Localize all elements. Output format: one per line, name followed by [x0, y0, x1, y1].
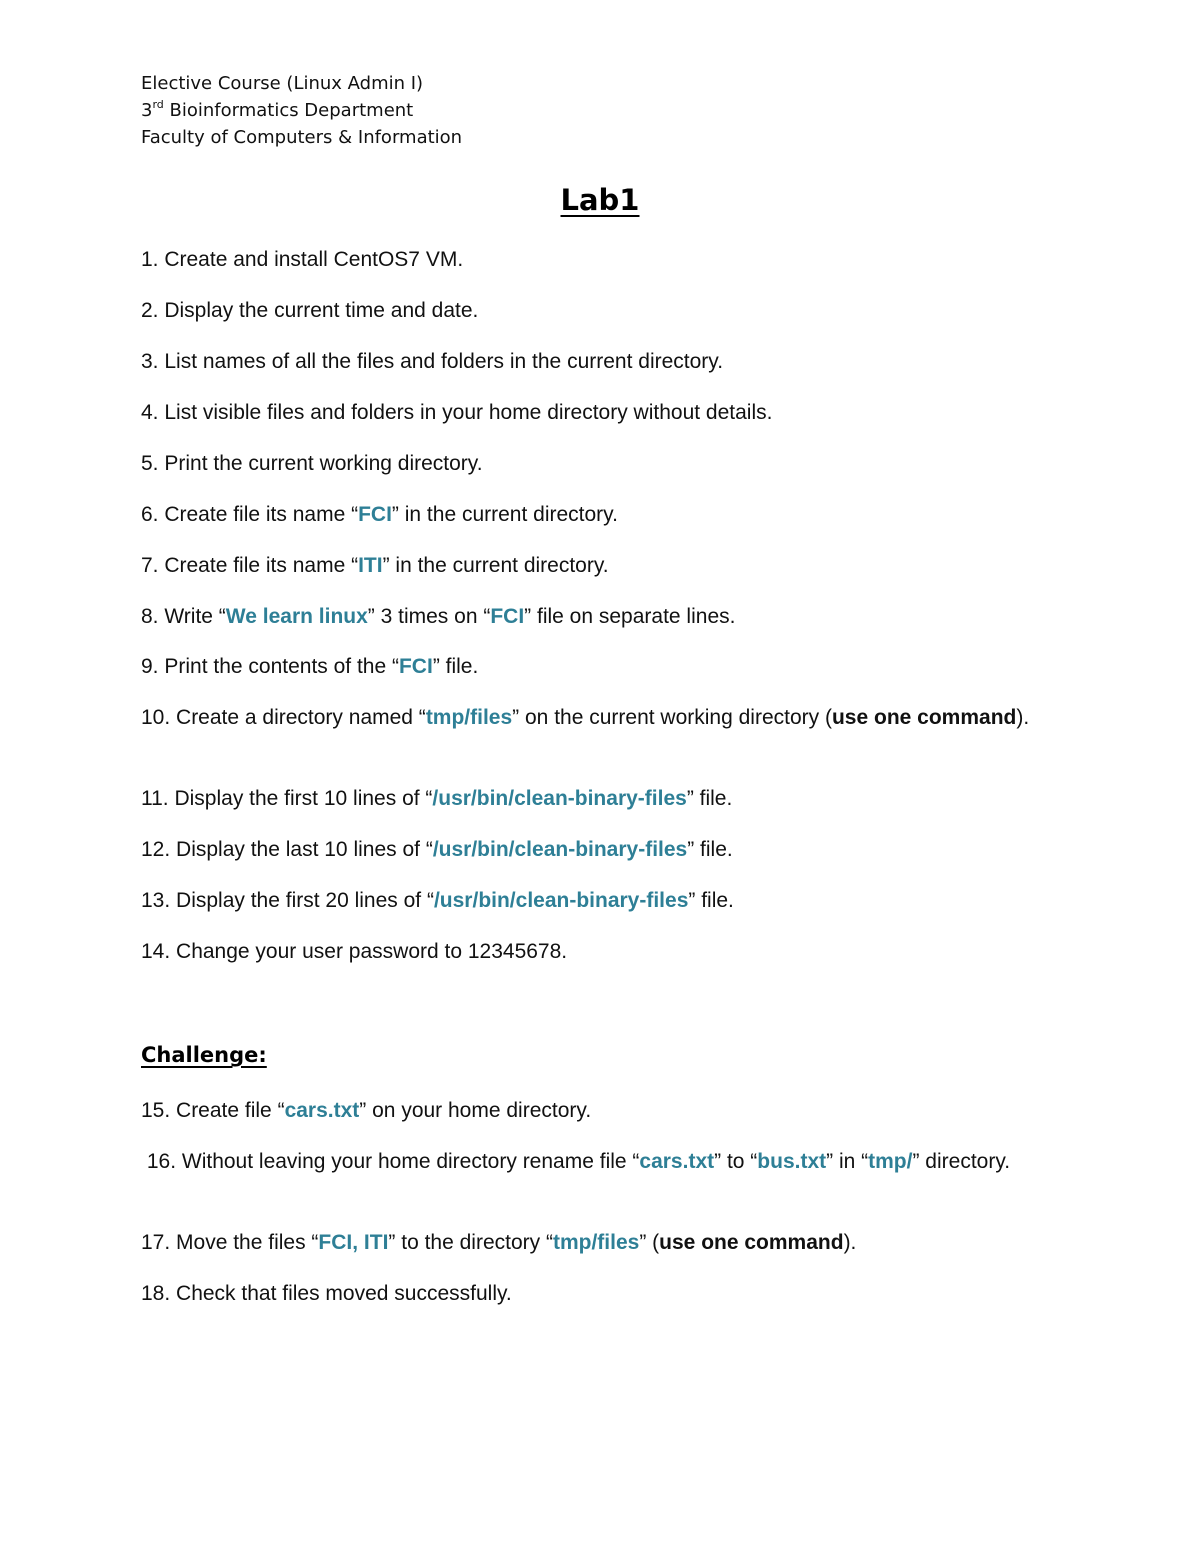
- filename-highlight: cars.txt: [639, 1150, 715, 1173]
- bold-note: use one command: [831, 706, 1017, 729]
- path-highlight: /usr/bin/clean-binary-files: [432, 838, 688, 861]
- task-10: 10. Create a directory named “tmp/files” on the current working directory (use one command).: [141, 706, 1030, 729]
- year-number: 3: [141, 100, 153, 121]
- filename-highlight: bus.txt: [757, 1150, 827, 1173]
- path-highlight: tmp/files: [425, 706, 513, 729]
- department: [141, 97, 462, 124]
- task-11: 11. Display the first 10 lines of “/usr/bin/clean-binary-files” file.: [141, 787, 733, 810]
- path-highlight: /usr/bin/clean-binary-files: [432, 787, 687, 810]
- path-highlight: /usr/bin/clean-binary-files: [433, 889, 689, 912]
- filename-highlight: FCI: [358, 503, 392, 526]
- filename-highlight: ITI: [358, 554, 383, 577]
- task-15: 15. Create file “cars.txt” on your home directory.: [141, 1099, 592, 1122]
- text-highlight: We learn linux: [225, 605, 368, 628]
- path-highlight: tmp/: [868, 1150, 913, 1173]
- task-5: 5. Print the current working directory.: [141, 452, 483, 475]
- faculty: Faculty of Computers & Information: [141, 127, 463, 148]
- task-12: 12. Display the last 10 lines of “/usr/bin/clean-binary-files” file.: [141, 838, 733, 861]
- filename-highlight: FCI: [490, 605, 525, 628]
- filename-highlight: FCI, ITI: [318, 1231, 389, 1254]
- task-3: 3. List names of all the files and folders in the current directory.: [141, 350, 724, 373]
- task-18: 18. Check that files moved successfully.: [141, 1282, 512, 1305]
- page-title: [0, 180, 1200, 220]
- bold-note: use one command: [659, 1231, 844, 1254]
- task-7: 7. Create file its name “ITI” in the current directory.: [141, 554, 609, 577]
- path-highlight: tmp/files: [552, 1231, 640, 1254]
- year-suffix: rd: [152, 98, 164, 111]
- task-8: 8. Write “We learn linux” 3 times on “FCI” file on separate lines.: [141, 605, 736, 628]
- course-name: Elective Course (Linux Admin I): [141, 73, 424, 94]
- task-9: 9. Print the contents of the “FCI” file.: [141, 655, 479, 678]
- task-1: 1. Create and install CentOS7 VM.: [141, 248, 464, 271]
- task-17: 17. Move the files “FCI, ITI” to the directory “tmp/files” (use one command).: [141, 1231, 857, 1254]
- filename-highlight: cars.txt: [284, 1099, 360, 1122]
- task-2: 2. Display the current time and date.: [141, 299, 479, 322]
- page-title-text: Lab1: [560, 183, 640, 217]
- challenge-heading: Challenge:: [141, 1043, 267, 1067]
- task-13: 13. Display the first 20 lines of “/usr/bin/clean-binary-files” file.: [141, 889, 734, 912]
- filename-highlight: FCI: [398, 655, 433, 678]
- task-16: 16. Without leaving your home directory rename file “cars.txt” to “bus.txt” in “tmp/” directory.: [141, 1150, 1011, 1173]
- task-6: 6. Create file its name “FCI” in the current directory.: [141, 503, 618, 526]
- task-14: 14. Change your user password to 12345678.: [141, 940, 568, 963]
- course-header: [141, 70, 462, 151]
- task-4: 4. List visible files and folders in your home directory without details.: [141, 401, 773, 424]
- department-name: Bioinformatics Department: [163, 100, 414, 121]
